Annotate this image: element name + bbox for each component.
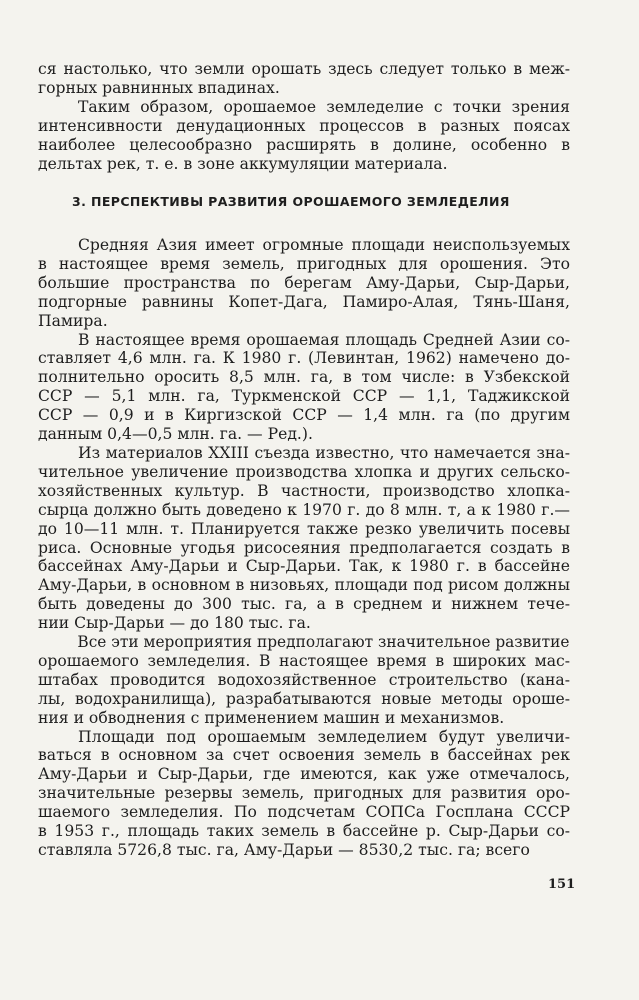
text-line: Памира.	[38, 311, 108, 330]
paragraph	[38, 60, 570, 98]
section-body-text	[38, 236, 570, 860]
text-line: ССР — 0,9 и в Киргизской ССР — 1,4 млн. га (по другим	[38, 406, 570, 425]
text-line: чительное увеличение производства хлопка и других сельско-	[38, 462, 570, 481]
text-line: сырца должно быть доведено к 1970 г. до 8 млн. т, а к 1980 г.—	[38, 500, 570, 519]
paragraph	[38, 331, 570, 444]
text-line: орошаемого земледелия. В настоящее время в широких мас-	[38, 651, 570, 670]
text-line: дельтах рек, т. е. в зоне аккумуляции материала.	[38, 154, 448, 173]
text-line: до 10—11 млн. т. Планируется также резко увеличить посевы	[38, 519, 570, 538]
text-line: ся настолько, что земли орошать здесь следует только в меж-	[38, 60, 570, 78]
text-line: риса. Основные угодья рисосеяния предполагается создать в	[38, 538, 570, 557]
text-line: ставляет 4,6 млн. га. К 1980 г. (Левинтан, 1962) намечено до-	[38, 349, 570, 368]
text-line: наиболее целесообразно расширять в долине, особенно в	[38, 135, 570, 154]
text-line: подгорные равнины Копет-Дага, Памиро-Алая, Тянь-Шаня,	[38, 292, 570, 311]
text-line: полнительно оросить 8,5 млн. га, в том числе: в Узбекской	[38, 368, 570, 387]
paragraph	[38, 236, 570, 331]
text-line: большие пространства по берегам Аму-Дарьи, Сыр-Дарьи,	[38, 273, 570, 292]
text-line: интенсивности денудационных процессов в разных поясах	[38, 116, 570, 135]
text-line: Все эти мероприятия предполагают значительное развитие	[77, 633, 570, 652]
text-line: Из материалов XXIII съезда известно, что намечается зна-	[78, 443, 570, 462]
text-line: значительные резервы земель, пригодных для развития оро-	[38, 784, 570, 803]
text-line: горных равнинных впадинах.	[38, 78, 280, 97]
text-line: шаемого земледелия. По подсчетам СОПСа Госплана СССР	[38, 803, 570, 822]
text-line: Аму-Дарьи и Сыр-Дарьи, где имеются, как уже отмечалось,	[38, 765, 570, 784]
text-line: в 1953 г., площадь таких земель в бассейне р. Сыр-Дарьи со-	[38, 822, 570, 841]
text-line: В настоящее время орошаемая площадь Средней Азии со-	[78, 330, 570, 349]
text-line: ставляла 5726,8 тыс. га, Аму-Дарьи — 8530,2 тыс. га; всего	[38, 841, 530, 859]
text-line: Средняя Азия имеет огромные площади неиспользуемых	[78, 236, 570, 254]
text-line: нии Сыр-Дарьи — до 180 тыс. га.	[38, 614, 311, 633]
paragraph	[38, 444, 570, 633]
text-line: ния и обводнения с применением машин и механизмов.	[38, 708, 505, 727]
text-line: Площади под орошаемым земледелием будут увеличи-	[78, 727, 570, 746]
paragraph	[38, 728, 570, 860]
text-line: хозяйственных культур. В частности, производство хлопка-	[38, 481, 570, 500]
text-line: в настоящее время земель, пригодных для орошения. Это	[38, 254, 570, 273]
text-line: ваться в основном за счет освоения земель в бассейнах рек	[38, 746, 570, 765]
text-line: Таким образом, орошаемое земледелие с точки зрения	[78, 97, 570, 116]
page-number: 151	[548, 877, 576, 892]
text-line: лы, водохранилища), разрабатываются новые методы ороше-	[38, 689, 570, 708]
paragraph	[38, 633, 570, 728]
section-heading: 3. ПЕРСПЕКТИВЫ РАЗВИТИЯ ОРОШАЕМОГО ЗЕМЛЕДЕЛИЯ	[72, 194, 510, 209]
text-line: Аму-Дарьи, в основном в низовьях, площади под рисом должны	[38, 576, 570, 595]
text-line: бассейнах Аму-Дарьи и Сыр-Дарьи. Так, к 1980 г. в бассейне	[38, 557, 570, 576]
text-line: штабах проводится водохозяйственное строительство (кана-	[38, 670, 570, 689]
intro-text-block	[38, 60, 570, 173]
text-line: данным 0,4—0,5 млн. га. — Ред.).	[38, 425, 313, 444]
paragraph	[38, 98, 570, 174]
text-line: ССР — 5,1 млн. га, Туркменской ССР — 1,1, Таджикской	[38, 387, 570, 406]
text-line: быть доведены до 300 тыс. га, а в среднем и нижнем тече-	[38, 595, 570, 614]
